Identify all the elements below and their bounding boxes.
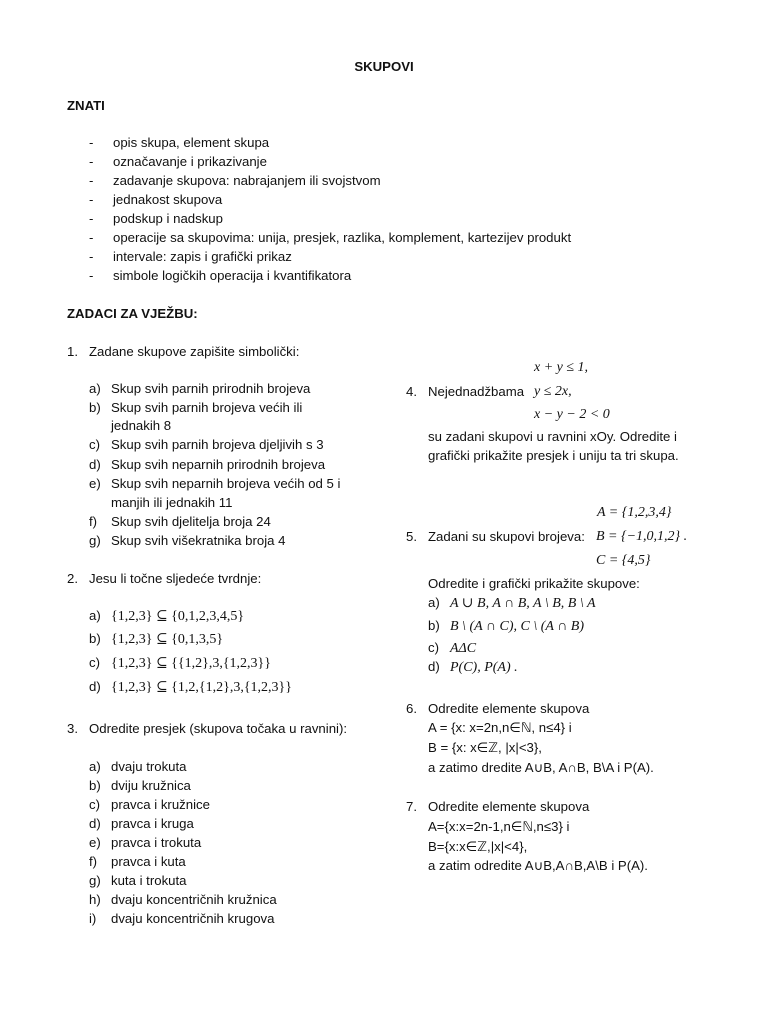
list-item: - označavanje i prikazivanje: [89, 154, 267, 169]
set-c: C = {4,5}: [596, 553, 651, 568]
task-6-set-a: A = {x: x=2n,n∈ℕ, n≤4} i: [428, 720, 572, 735]
list-item: - simbole logičkih operacija i kvantifikatora: [89, 268, 352, 283]
list-item: - operacije sa skupovima: unija, presjek, razlika, komplement, kartezijev produkt: [89, 230, 572, 245]
list-item-cont: manjih ili jednakih 11: [111, 495, 233, 510]
list-item: i) dvaju koncentričnih krugova: [89, 911, 275, 926]
list-item: b) dviju kružnica: [89, 778, 191, 793]
list-item: a) A ∪ B, A ∩ B, A \ B, B \ A: [428, 595, 596, 611]
list-item: c) Skup svih parnih brojeva djeljivih s 3: [89, 437, 324, 452]
list-item: b) B \ (A ∩ C), C \ (A ∩ B): [428, 618, 585, 634]
task-4-prompt: 4. Nejednadžbama: [406, 384, 525, 399]
task-6-line-4: a zatimo dredite A∪B, A∩B, B\A i P(A).: [428, 760, 654, 775]
list-item: - podskup i nadskup: [89, 211, 223, 226]
list-item-cont: jednakih 8: [111, 418, 172, 433]
page-title: SKUPOVI: [354, 59, 414, 74]
inequality-1: x + y ≤ 1,: [534, 360, 589, 375]
task-4-line-2: su zadani skupovi u ravnini xOy. Odredite i: [428, 429, 677, 444]
list-item: d) P(C), P(A) .: [428, 659, 518, 675]
list-item: - zadavanje skupova: nabrajanjem ili svojstvom: [89, 173, 381, 188]
inequality-3: x − y − 2 < 0: [534, 407, 610, 422]
list-item: e) pravca i trokuta: [89, 835, 202, 850]
list-item: - jednakost skupova: [89, 192, 223, 207]
list-item: b) Skup svih parnih brojeva većih ili: [89, 400, 303, 415]
task-4-line-3: grafički prikažite presjek i uniju ta tri skupa.: [428, 448, 679, 463]
list-item: a) Skup svih parnih prirodnih brojeva: [89, 381, 311, 396]
list-item: - opis skupa, element skupa: [89, 135, 270, 150]
list-item: g) kuta i trokuta: [89, 873, 187, 888]
list-item: d) Skup svih neparnih prirodnih brojeva: [89, 457, 326, 472]
list-item: d) {1,2,3} ⊆ {1,2,{1,2},3,{1,2,3}}: [89, 679, 292, 695]
list-item: a) {1,2,3} ⊆ {0,1,2,3,4,5}: [89, 608, 245, 624]
inequality-2: y ≤ 2x,: [534, 384, 572, 399]
zadaci-heading: ZADACI ZA VJEŽBU:: [67, 306, 198, 321]
task-1-prompt: 1. Zadane skupove zapišite simbolički:: [67, 344, 300, 359]
list-item: c) AΔC: [428, 640, 477, 656]
list-item: a) dvaju trokuta: [89, 759, 187, 774]
list-item: g) Skup svih višekratnika broja 4: [89, 533, 286, 548]
task-7-prompt: 7. Odredite elemente skupova: [406, 799, 590, 814]
task-6-prompt: 6. Odredite elemente skupova: [406, 701, 590, 716]
list-item: h) dvaju koncentričnih kružnica: [89, 892, 277, 907]
set-b: B = {−1,0,1,2} .: [596, 529, 688, 544]
list-item: c) pravca i kružnice: [89, 797, 210, 812]
list-item: c) {1,2,3} ⊆ {{1,2},3,{1,2,3}}: [89, 655, 271, 671]
list-item: d) pravca i kruga: [89, 816, 194, 831]
list-item: - intervale: zapis i grafički prikaz: [89, 249, 292, 264]
list-item: f) pravca i kuta: [89, 854, 186, 869]
znati-heading: ZNATI: [67, 98, 105, 113]
set-a: A = {1,2,3,4}: [597, 505, 672, 520]
task-3-prompt: 3. Odredite presjek (skupova točaka u ravnini):: [67, 721, 348, 736]
task-2-prompt: 2. Jesu li točne sljedeće tvrdnje:: [67, 571, 262, 586]
list-item: e) Skup svih neparnih brojeva većih od 5 i: [89, 476, 341, 491]
task-5-prompt: 5. Zadani su skupovi brojeva:: [406, 529, 585, 544]
task-5-line-2: Odredite i grafički prikažite skupove:: [428, 576, 640, 591]
list-item: b) {1,2,3} ⊆ {0,1,3,5}: [89, 631, 224, 647]
task-6-set-b: B = {x: x∈ℤ, |x|<3},: [428, 740, 542, 755]
task-7-set-b: B={x:x∈ℤ,|x|<4},: [428, 839, 528, 854]
list-item: f) Skup svih djelitelja broja 24: [89, 514, 271, 529]
task-7-line-4: a zatim odredite A∪B,A∩B,A\B i P(A).: [428, 858, 648, 873]
task-7-set-a: A={x:x=2n-1,n∈ℕ,n≤3} i: [428, 819, 570, 834]
